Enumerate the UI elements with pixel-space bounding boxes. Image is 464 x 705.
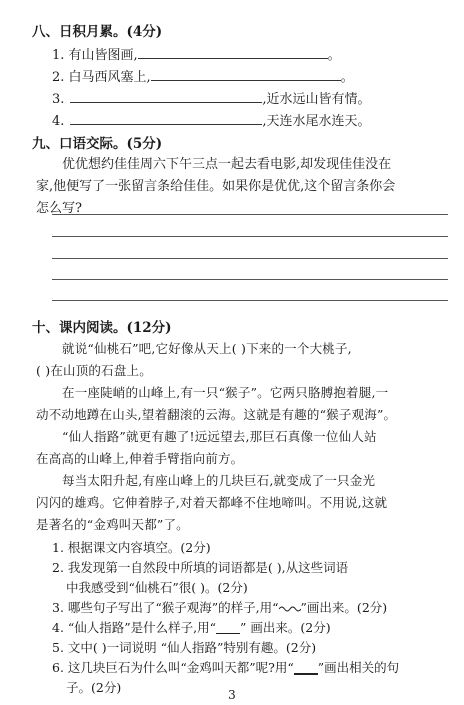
- question-6: [52, 659, 399, 677]
- s8-item-4: [52, 110, 371, 129]
- double-underline-icon: [294, 663, 318, 675]
- passage-p4-line-2: 闪闪的雄鸡。它伸着脖子,对着天都峰不住地啼叫。不用说,这就: [36, 495, 388, 510]
- section-9-title: 九、口语交际。(5分): [32, 136, 163, 152]
- passage-p1-line-1: 就说“仙桃石”吧,它好像从天上( )下来的一个大桃子,: [62, 341, 352, 356]
- answer-line-1[interactable]: [52, 214, 448, 215]
- s8-item-1-text: 1. 有山皆图画,: [52, 48, 138, 63]
- answer-line-3[interactable]: [52, 258, 448, 259]
- question-4-post: ” 画出来。(2分): [240, 620, 331, 635]
- s8-item-4-text: 4.: [52, 114, 65, 129]
- question-6-text: 6. 这几块巨石为什么叫“金鸡叫天都”呢?用“: [52, 660, 294, 675]
- passage-p4-line-1: 每当太阳升起,有座山峰上的几块巨石,就变成了一只金光: [62, 473, 376, 488]
- section-8-title: 八、日积月累。(4分): [32, 24, 163, 40]
- s8-item-4-blank[interactable]: [70, 112, 262, 125]
- passage-p4-line-3: 是著名的“金鸡叫天都”了。: [36, 517, 189, 532]
- s8-item-2-blank[interactable]: [151, 68, 341, 81]
- reading-passage: [36, 338, 448, 536]
- passage-p2-line-1: 在一座陡峭的山峰上,有一只“猴子”。它两只胳膊抱着腿,一: [62, 385, 389, 400]
- answer-line-4[interactable]: [52, 279, 448, 280]
- s8-item-3: [52, 88, 371, 107]
- question-4-text: 4. “仙人指路”是什么样子,用“: [52, 620, 217, 635]
- question-1: 1. 根据课文内容填空。(2分): [52, 540, 211, 555]
- s9-prompt-line-3: 怎么写?: [36, 201, 82, 216]
- passage-p3-line-1: “仙人指路”就更有趣了!远远望去,那巨石真像一位仙人站: [62, 429, 377, 444]
- passage-p3-line-2: 在高高的山峰上,伸着手臂指向前方。: [36, 451, 244, 466]
- section-10-title: 十、课内阅读。(12分): [32, 320, 172, 336]
- s8-item-2: [52, 66, 354, 85]
- s8-item-2-post: 。: [340, 70, 354, 85]
- s8-item-3-blank[interactable]: [70, 90, 262, 103]
- answer-line-5[interactable]: [52, 300, 448, 301]
- question-6-line-2: 子。(2分): [66, 680, 122, 695]
- question-3: [52, 599, 387, 617]
- question-3-post: ”画出来。(2分): [300, 600, 388, 615]
- s9-prompt-line-2: 家,他便写了一张留言条给佳佳。如果你是优优,这个留言条你会: [36, 179, 396, 194]
- passage-p2-line-2: 动不动地蹲在山头,望着翻滚的云海。这就是有趣的“猴子观海”。: [36, 407, 397, 422]
- wavy-underline-icon: [279, 605, 301, 613]
- question-3-text: 3. 哪些句子写出了“猴子观海”的样子,用“: [52, 600, 279, 615]
- question-5: 5. 文中( )一词说明 “仙人指路”特别有趣。(2分): [52, 640, 317, 655]
- question-4: [52, 619, 331, 637]
- s9-prompt: [36, 154, 448, 220]
- question-2-line-1: 2. 我发现第一自然段中所填的词语都是( ),从这些词语: [52, 560, 349, 575]
- s8-item-1: [52, 44, 341, 63]
- s9-prompt-line-1: 优优想约佳佳周六下午三点一起去看电影,却发现佳佳没在: [62, 157, 392, 172]
- question-6-post: ”画出相关的句: [317, 660, 400, 675]
- s8-item-1-blank[interactable]: [138, 46, 328, 59]
- straight-underline-icon: [216, 623, 240, 634]
- answer-line-2[interactable]: [52, 236, 448, 237]
- s8-item-1-post: 。: [327, 48, 341, 63]
- s8-item-4-post: ,天连水尾水连天。: [262, 114, 371, 129]
- passage-p1-line-2: ( )在山顶的石盘上。: [36, 363, 152, 378]
- s8-item-3-text: 3.: [52, 92, 65, 107]
- s8-item-2-text: 2. 白马西风塞上,: [52, 70, 151, 85]
- question-2-line-2: 中我感受到“仙桃石”很( )。(2分): [66, 580, 248, 595]
- s8-item-3-post: ,近水远山皆有情。: [262, 92, 371, 107]
- page-number: 3: [228, 688, 236, 702]
